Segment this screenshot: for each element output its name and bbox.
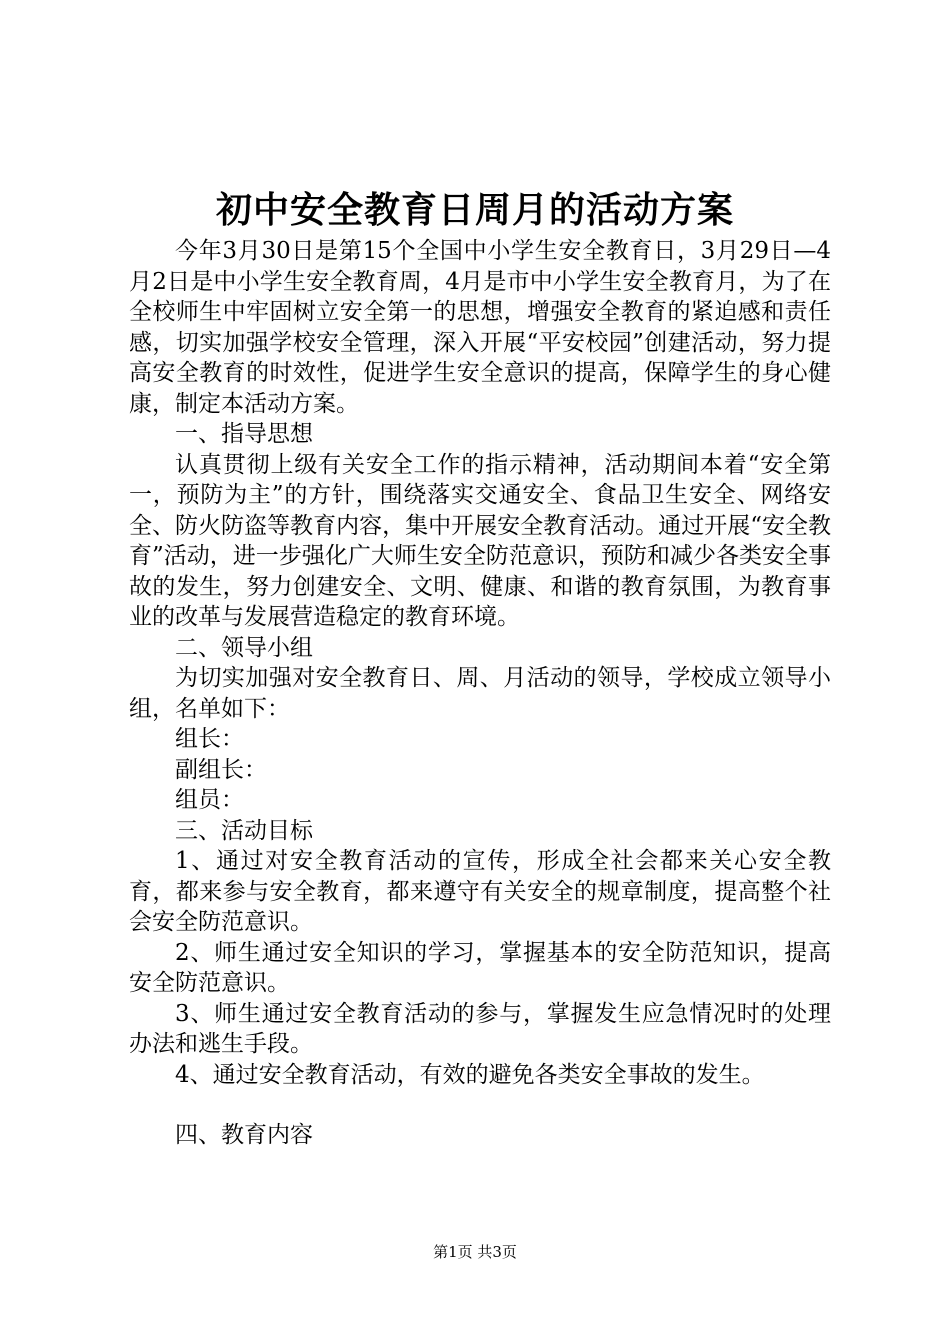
goal-item: 4、通过安全教育活动，有效的避免各类安全事故的发生。 — [175, 1061, 765, 1088]
deputy-leader-line: 副组长： — [175, 756, 267, 783]
leadership-group-paragraph: 为切实加强对安全教育日、周、月活动的领导，学校成立领导小组，名单如下： — [129, 665, 831, 722]
section-heading-leadership-group: 二、领导小组 — [175, 634, 313, 661]
section-heading-guiding-ideology: 一、指导思想 — [175, 421, 313, 447]
section-heading-education-content: 四、教育内容 — [175, 1122, 313, 1148]
intro-paragraph: 今年3月30日是第15个全国中小学生安全教育日，3月29日—4月2日是中小学生安全教育周，4月是市中小学生安全教育月，为了在全校师生中牢固树立安全第一的思想，增强安全教育的紧迫感和责任感，切实加强学校安全管理，深入开展“平安校园”创建活动，努力提高安全教育的时效性，促进学生安全意识的提高，保障学生的身心健康，制定本活动方案。 — [129, 238, 831, 417]
leader-line: 组长： — [175, 726, 244, 752]
goal-item: 2、师生通过安全知识的学习，掌握基本的安全防范知识，提高安全防范意识。 — [129, 939, 831, 996]
members-line: 组员： — [175, 787, 244, 813]
document-body — [129, 236, 831, 1151]
guiding-ideology-paragraph: 认真贯彻上级有关安全工作的指示精神，活动期间本着“安全第一，预防为主”的方针，围绕落实交通安全、食品卫生安全、网络安全、防火防盗等教育内容，集中开展安全教育活动。通过开展“安全教育”活动，进一步强化广大师生安全防范意识，预防和减少各类安全事故的发生，努力创建安全、文明、健康、和谐的教育氛围，为教育事业的改革与发展营造稳定的教育环境。 — [129, 451, 831, 630]
goal-item: 1、通过对安全教育活动的宣传，形成全社会都来关心安全教育，都来参与安全教育，都来遵守有关安全的规章制度，提高整个社会安全防范意识。 — [129, 848, 831, 935]
document-title: 初中安全教育日周月的活动方案 — [215, 189, 734, 231]
page-number-footer: 第1页 共3页 — [433, 1243, 517, 1261]
section-heading-activity-goals: 三、活动目标 — [175, 817, 313, 844]
goal-item: 3、师生通过安全教育活动的参与，掌握发生应急情况时的处理办法和逃生手段。 — [129, 1000, 831, 1057]
